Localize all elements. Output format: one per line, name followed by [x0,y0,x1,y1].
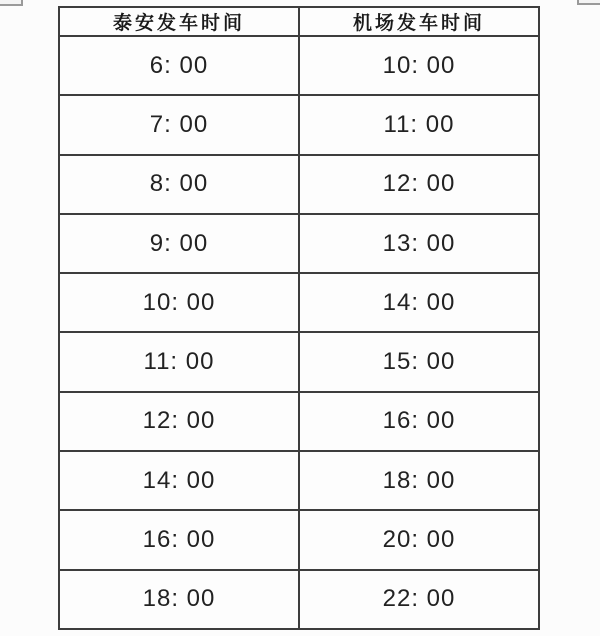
table-row [59,451,539,510]
time-cell: 6: 00 [59,36,299,95]
time-cell: 11: 00 [59,332,299,391]
time-cell: 16: 00 [299,392,539,451]
table-row [59,36,539,95]
table-row [59,510,539,569]
table-row [59,392,539,451]
time-cell: 15: 00 [299,332,539,391]
header-airport-departure: 机场发车时间 [299,7,539,36]
time-cell: 10: 00 [299,36,539,95]
table-row [59,155,539,214]
table-row [59,273,539,332]
time-cell: 14: 00 [299,273,539,332]
time-cell: 14: 00 [59,451,299,510]
time-cell: 13: 00 [299,214,539,273]
header-taian-departure: 泰安发车时间 [59,7,299,36]
time-cell: 12: 00 [59,392,299,451]
table-row [59,332,539,391]
page-corner-fragment-left [0,0,23,6]
time-cell: 16: 00 [59,510,299,569]
table-row [59,570,539,629]
time-cell: 22: 00 [299,570,539,629]
time-cell: 8: 00 [59,155,299,214]
time-cell: 20: 00 [299,510,539,569]
time-cell: 9: 00 [59,214,299,273]
time-cell: 7: 00 [59,95,299,154]
table-row [59,95,539,154]
bus-timetable [58,6,540,630]
header-row [59,7,539,36]
time-cell: 12: 00 [299,155,539,214]
page-corner-fragment-right [577,0,600,5]
time-cell: 11: 00 [299,95,539,154]
table-row [59,214,539,273]
time-cell: 10: 00 [59,273,299,332]
time-cell: 18: 00 [299,451,539,510]
timetable-table [58,6,540,630]
time-cell: 18: 00 [59,570,299,629]
